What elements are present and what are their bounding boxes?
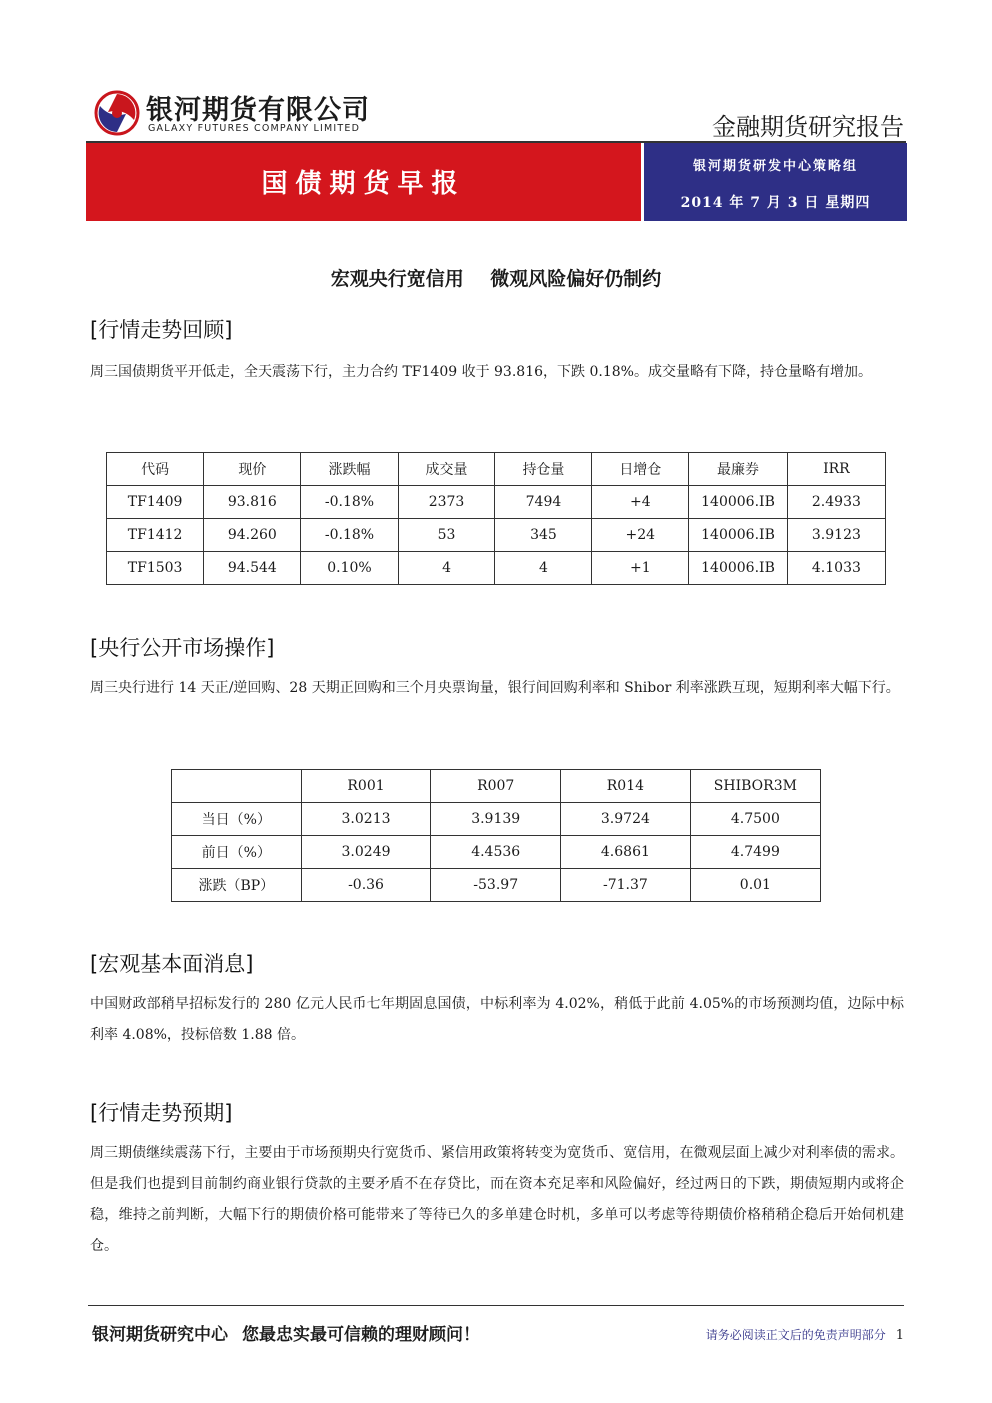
- company-logo: [94, 88, 384, 140]
- footer-rule: [88, 1305, 904, 1306]
- table-header-row: [172, 770, 821, 803]
- table-cell: +4: [592, 486, 689, 519]
- footer-slogan-text: 您最忠实最可信赖的理财顾问！: [242, 1325, 480, 1345]
- table-cell: 3.9724: [561, 803, 691, 836]
- section-heading-macro: [宏观基本面消息]: [90, 952, 254, 976]
- table-row-label: 前日（%）: [172, 836, 302, 869]
- table-row: [107, 552, 886, 585]
- table-header-row: [107, 453, 886, 486]
- table-cell: 0.01: [690, 869, 820, 902]
- table-row: [172, 803, 821, 836]
- banner-title: 国债期货早报: [261, 169, 466, 199]
- table-cell: 140006.IB: [689, 519, 788, 552]
- table-cell: -53.97: [431, 869, 561, 902]
- table-header-cell: 代码: [107, 453, 204, 486]
- table-cell: 2373: [398, 486, 495, 519]
- table-cell: -0.36: [301, 869, 431, 902]
- company-name-cn: 银河期货有限公司: [146, 95, 370, 126]
- company-name-en: GALAXY FUTURES COMPANY LIMITED: [148, 123, 361, 134]
- table-cell: 4.1033: [787, 552, 885, 585]
- page-number: 1: [895, 1328, 904, 1343]
- table-cell: 4: [495, 552, 592, 585]
- table-header-cell: 日增仓: [592, 453, 689, 486]
- table-cell: 53: [398, 519, 495, 552]
- weekday-text: 星期四: [825, 195, 871, 211]
- table-cell: 0.10%: [301, 552, 398, 585]
- table-cell: 3.0249: [301, 836, 431, 869]
- table-cell: -0.18%: [301, 486, 398, 519]
- table-header-cell: R001: [301, 770, 431, 803]
- date-text: 2014 年 7 月 3 日: [680, 195, 820, 211]
- disclaimer-text: 请务必阅读正文后的免责声明部分: [705, 1328, 886, 1342]
- table-header-cell: R014: [561, 770, 691, 803]
- table-cell: 3.0213: [301, 803, 431, 836]
- table-header-cell: IRR: [787, 453, 885, 486]
- table-cell: -71.37: [561, 869, 691, 902]
- table-header-cell: SHIBOR3M: [690, 770, 820, 803]
- table-cell: +1: [592, 552, 689, 585]
- table-row-label: 涨跌（BP）: [172, 869, 302, 902]
- table-cell: 7494: [495, 486, 592, 519]
- galaxy-logo-icon: [94, 90, 140, 136]
- money-market-rates-table: [171, 769, 821, 902]
- footer-slogan: [92, 1320, 480, 1345]
- table-cell: +24: [592, 519, 689, 552]
- table-cell: TF1409: [107, 486, 204, 519]
- table-cell: 3.9139: [431, 803, 561, 836]
- table-cell: 93.816: [204, 486, 301, 519]
- table-cell: 4.4536: [431, 836, 561, 869]
- table-cell: TF1503: [107, 552, 204, 585]
- table-cell: 4: [398, 552, 495, 585]
- table-header-cell: 最廉券: [689, 453, 788, 486]
- table-row-label: 当日（%）: [172, 803, 302, 836]
- report-type: 金融期货研究报告: [712, 113, 904, 141]
- footer-disclaimer: [706, 1326, 904, 1343]
- table-cell: TF1412: [107, 519, 204, 552]
- table-cell: 140006.IB: [689, 486, 788, 519]
- table-header-cell: 现价: [204, 453, 301, 486]
- table-cell: 4.7500: [690, 803, 820, 836]
- section-heading-outlook: [行情走势预期]: [90, 1101, 233, 1125]
- table-cell: 94.260: [204, 519, 301, 552]
- section-text-macro: 中国财政部稍早招标发行的 280 亿元人民币七年期固息国债，中标利率为 4.02%，稍低于此前 4.05%的市场预测均值，边际中标利率 4.08%，投标倍数 1.88 倍。: [90, 996, 904, 1043]
- table-row: [107, 486, 886, 519]
- table-row: [172, 836, 821, 869]
- section-text-review: 周三国债期货平开低走，全天震荡下行，主力合约 TF1409 收于 93.816，下跌 0.18%。成交量略有下降，持仓量略有增加。: [90, 364, 872, 380]
- table-cell: 4.7499: [690, 836, 820, 869]
- section-heading-omo: [央行公开市场操作]: [90, 636, 275, 660]
- table-header-cell: R007: [431, 770, 561, 803]
- section-text-outlook: 周三期债继续震荡下行，主要由于市场预期央行宽货币、紧信用政策将转变为宽货币、宽信用，在微观层面上减少对利率债的需求。但是我们也提到目前制约商业银行贷款的主要矛盾不在存贷比，而在资本充足率和风险偏好，经过两日的下跌，期债短期内或将企稳，维持之前判断，大幅下行的期债价格可能带来了等待已久的多单建仓时机，多单可以考虑等待期债价格稍稍企稳后开始伺机建仓。: [90, 1145, 904, 1254]
- table-header-cell: [172, 770, 302, 803]
- footer-org: 银河期货研究中心: [92, 1325, 228, 1345]
- futures-quote-table: [106, 452, 886, 585]
- table-row: [172, 869, 821, 902]
- table-cell: 3.9123: [787, 519, 885, 552]
- table-cell: 345: [495, 519, 592, 552]
- table-cell: -0.18%: [301, 519, 398, 552]
- research-group: 银河期货研发中心策略组: [692, 159, 858, 174]
- table-cell: 2.4933: [787, 486, 885, 519]
- table-cell: 140006.IB: [689, 552, 788, 585]
- table-row: [107, 519, 886, 552]
- section-heading-review: [行情走势回顾]: [90, 318, 233, 342]
- table-cell: 4.6861: [561, 836, 691, 869]
- table-header-cell: 涨跌幅: [301, 453, 398, 486]
- report-date: [644, 192, 907, 212]
- table-header-cell: 持仓量: [495, 453, 592, 486]
- table-cell: 94.544: [204, 552, 301, 585]
- section-text-omo: 周三央行进行 14 天正/逆回购、28 天期正回购和三个月央票询量，银行间回购利率和 Shibor 利率涨跌互现，短期利率大幅下行。: [90, 680, 900, 696]
- report-title: 宏观央行宽信用 微观风险偏好仍制约: [330, 268, 662, 290]
- table-header-cell: 成交量: [398, 453, 495, 486]
